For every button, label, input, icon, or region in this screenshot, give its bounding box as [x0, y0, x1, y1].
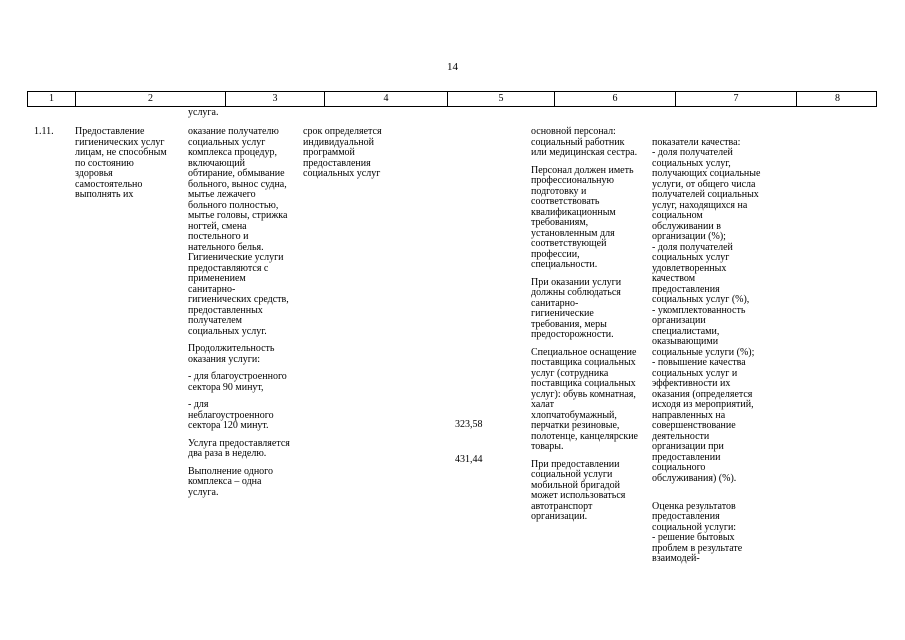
service-name: Предоставление гигиенических услуг лицам, не способным по состоянию здоровья самостоятельно выполнять их: [75, 126, 167, 200]
quality-indicators: [652, 127, 765, 575]
table-header-row: [27, 91, 877, 107]
column-header-8: 8: [835, 93, 840, 104]
page-number: 14: [447, 61, 458, 73]
description-paragraph: - для неблагоустроенного сектора 120 минут.: [188, 399, 274, 431]
service-description: [188, 127, 292, 505]
row-number: 1.11.: [34, 126, 54, 137]
quality-paragraph: показатели качества: - доля получателей социальных услуг, получающих социальные услуги, от общего числа получателей социальных услуг, находящихся на социальном обслуживании в организации (%); - доля получателей социальных услуг удовлетворенных качеством предоставления социальных услуг (%), - укомплектованность организации специалистами, оказывающими социальные услуги (%); - повышение качества социальных услуг и эффективности их оказания (определяется исходя из мероприятий, направленных на совершенствование деятельности организации при предоставлении социального обслуживания) (%).: [652, 136, 761, 484]
conditions-paragraph: Специальное оснащение поставщика социальных услуг (сотрудника поставщика социальных услуг): обувь комнатная, халат хлопчатобумажный, перчатки резиновые, полотенце, канцелярские товары.: [531, 346, 638, 452]
price-value: 323,58: [455, 419, 483, 430]
column-header-3: 3: [226, 92, 325, 106]
column-header-6: 6: [555, 92, 676, 106]
description-paragraph: оказание получателю социальных услуг комплекса процедур, включающий обтирание, обмывание больного, вынос судна, мытье лежачего больного полностью, мытье головы, стрижка ногтей, смена постельного и нательного белья. Гигиенические услуги предоставляются с применением санитарно-гигиенических средств, предоставленных получателем социальных услуг.: [188, 126, 289, 337]
column-header-2: 2: [76, 92, 226, 106]
continuation-text: услуга.: [188, 107, 219, 118]
conditions-paragraph: При оказании услуги должны соблюдаться санитарно-гигиенические требования, меры предосторожности.: [531, 276, 622, 340]
description-paragraph: Услуга предоставляется два раза в неделю.: [188, 437, 290, 459]
price-value: 431,44: [455, 454, 483, 465]
description-paragraph: Выполнение одного комплекса – одна услуга.: [188, 465, 274, 498]
conditions-paragraph: При предоставлении социальной услуги мобильной бригадой может использоваться автотранспорт организации.: [531, 458, 626, 522]
quality-paragraph: Оценка результатов предоставления социальной услуги: - решение бытовых проблем в результате взаимодей-: [652, 500, 743, 564]
conditions-paragraph: Персонал должен иметь профессиональную подготовку и соответствовать квалификационным требованиям, установленным для соответствующей профессии, специальности.: [531, 164, 634, 270]
service-conditions: [531, 127, 639, 530]
description-paragraph: - для благоустроенного сектора 90 минут,: [188, 371, 287, 393]
description-paragraph: Продолжительность оказания услуги:: [188, 343, 275, 365]
conditions-paragraph: основной персонал: социальный работник или медицинская сестра.: [531, 126, 638, 158]
column-header-4: 4: [325, 92, 448, 106]
service-term: срок определяется индивидуальной программой предоставления социальных услуг: [303, 126, 382, 179]
column-header-1: 1: [28, 92, 76, 106]
column-header-5: 5: [448, 92, 555, 106]
column-header-7: 7: [676, 92, 797, 106]
